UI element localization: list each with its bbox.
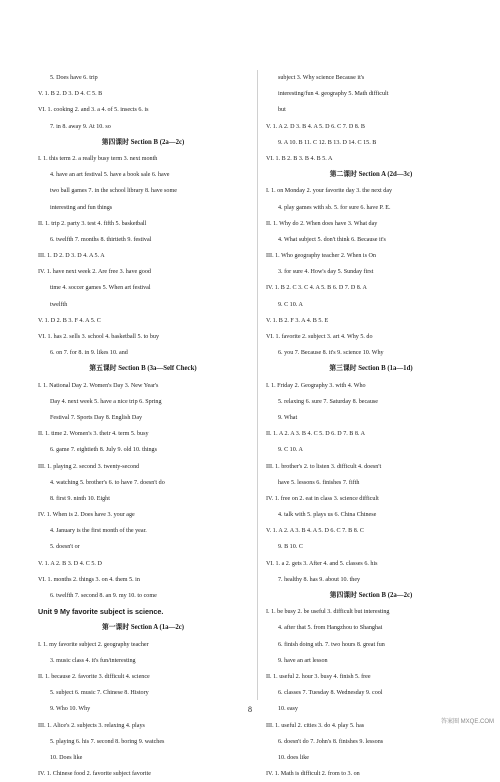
- answer-line: 7. healthy 8. has 9. about 10. they: [278, 576, 361, 583]
- answer-line: 4. What subject 5. don't think 6. Because it's: [278, 236, 386, 243]
- answer-line: II. 1. time 2. Women's 3. their 4. term 5. busy: [38, 431, 149, 438]
- answer-line: II. 1. trip 2. party 3. test 4. fifth 5. basketball: [38, 220, 147, 227]
- answer-line: I. 1. be busy 2. be useful 3. difficult but interesting: [266, 609, 390, 616]
- section-heading: 第四课时 Section B (2a—2c): [101, 138, 185, 146]
- answer-line: I. 1. Friday 2. Geography 3. with 4. Who: [266, 382, 366, 389]
- left-column: [38, 70, 248, 782]
- answer-line: twelfth: [50, 301, 68, 308]
- answer-line: 6. twelfth 7. months 8. thirtieth 9. festival: [50, 236, 152, 243]
- section-heading: 第二课时 Section A (2d—3c): [329, 171, 413, 179]
- section-heading: 第一课时 Section A (1a—2c): [101, 624, 185, 632]
- section-heading: 第三课时 Section B (1a—1d): [329, 365, 413, 373]
- answer-line: 9. A 10. B 11. C 12. B 13. D 14. C 15. B: [278, 139, 377, 146]
- answer-line: 10. Does like: [50, 754, 83, 761]
- answer-line: IV. 1. Math is difficult 2. from to 3. on: [266, 771, 360, 778]
- answer-line: Festival 7. Sports Day 8. English Day: [50, 414, 143, 421]
- answer-line: 10. easy: [278, 706, 298, 713]
- answer-line: 3. for sure 4. How's day 5. Sunday first: [278, 269, 374, 276]
- answer-line: I. 1. this term 2. a really busy term 3. next month: [38, 155, 158, 162]
- answer-line: two ball games 7. in the school library 8. have some: [50, 188, 177, 195]
- column-divider: [257, 70, 258, 700]
- answer-line: II. 1. because 2. favorite 3. difficult 4. science: [38, 673, 150, 680]
- answer-line: 9. have an art lesson: [278, 657, 328, 664]
- answer-line: IV. 1. have next week 2. Are free 3. have good: [38, 269, 151, 276]
- answer-line: V. 1. A 2. B 3. D 4. C 5. D: [38, 560, 102, 567]
- answer-line: II. 1. useful 2. hour 3. busy 4. finish 5. free: [266, 673, 371, 680]
- answer-line: 5. subject 6. music 7. Chinese 8. History: [50, 690, 149, 697]
- answer-line: V. 1. B 2. D 3. D 4. C 5. B: [38, 91, 103, 98]
- answer-line: have 5. lessons 6. finishes 7. fifth: [278, 479, 360, 486]
- answer-line: IV. 1. free on 2. eat in class 3. science difficult: [266, 495, 379, 502]
- answer-line: 4. have an art festival 5. have a book sale 6. have: [50, 172, 170, 179]
- right-column: [266, 70, 476, 782]
- answer-line: VI. 1. has 2. sells 3. school 4. basketball 5. to buy: [38, 334, 160, 340]
- answer-line: 5. playing 6. his 7. second 8. boring 9. watches: [50, 738, 165, 745]
- answer-line: IV. 1. When is 2. Does have 3. your age: [38, 512, 135, 519]
- answer-line: I. 1. on Monday 2. your favorite day 3. the next day: [266, 188, 393, 195]
- answer-line: time 4. soccer games 5. When art festival: [50, 285, 151, 292]
- answer-line: 9. What: [278, 414, 298, 421]
- answer-line: 4. after that 5. from Hangzhou to Shanghai: [278, 625, 383, 632]
- answer-line: 9. Who 10. Why: [50, 706, 91, 713]
- answer-line: subject 3. Why science Because it's: [278, 75, 365, 81]
- answer-line: 5. doesn't or: [50, 544, 80, 551]
- answer-line: 5. Does have 6. trip: [50, 75, 98, 81]
- answer-line: V. 1. A 2. A 3. B 4. A 5. D 6. C 7. B 8. C: [266, 528, 364, 535]
- answer-line: 4. January is the first month of the year.: [50, 528, 147, 535]
- answer-line: VI. 1. favorite 2. subject 3. art 4. Why 5. do: [266, 334, 373, 340]
- section-heading: 第五课时 Section B (3a—Self Check): [89, 365, 197, 373]
- answer-line: IV. 1. Chinese food 2. favorite subject favorite: [38, 771, 151, 778]
- answer-line: 8. first 9. ninth 10. Eight: [50, 495, 110, 502]
- answer-line: 6. doesn't do 7. John's 8. finishes 9. lessons: [278, 738, 384, 745]
- answer-line: III. 1. Alice's 2. subjects 3. relaxing 4. plays: [38, 722, 145, 729]
- answer-line: VI. 1. months 2. things 3. on 4. them 5. in: [38, 576, 140, 583]
- watermark-logo: 答案圈 MXQE.COM: [440, 719, 494, 725]
- answer-line: V. 1. A 2. D 3. B 4. A 5. D 6. C 7. D 8. B: [266, 123, 365, 130]
- unit-title: Unit 9 My favorite subject is science.: [38, 607, 164, 617]
- answer-line: 5. relaxing 6. sure 7. Saturday 8. because: [278, 398, 379, 405]
- answer-line: III. 1. Who geography teacher 2. When is On: [266, 253, 376, 260]
- answer-line: VI. 1. B 2. B 3. B 4. B 5. A: [266, 155, 333, 162]
- answer-line: I. 1. National Day 2. Women's Day 3. New Year's: [38, 382, 159, 389]
- answer-line: interesting/fun 4. geography 5. Math difficult: [278, 91, 389, 98]
- answer-line: Day 4. next week 5. have a nice trip 6. Spring: [50, 398, 162, 405]
- answer-line: VI. 1. cooking 2. and 3. a 4. of 5. insects 6. is: [38, 107, 149, 114]
- answer-line: 10. does like: [278, 754, 309, 761]
- answer-line: II. 1. Why do 2. When does have 3. What day: [266, 220, 378, 227]
- answer-line: 4. watching 5. brother's 6. to have 7. doesn't do: [50, 479, 165, 486]
- answer-line: III. 1. brother's 2. to listen 3. difficult 4. doesn't: [266, 463, 382, 470]
- answer-line: 4. talk with 5. plays us 6. China Chinese: [278, 512, 377, 519]
- answer-line: 3. music class 4. it's fun/interesting: [50, 657, 136, 664]
- answer-line: V. 1. B 2. F 3. A 4. B 5. E: [266, 317, 329, 324]
- page-number: 8: [248, 705, 252, 714]
- answer-line: 9. C 10. A: [278, 301, 303, 308]
- answer-line: 6. twelfth 7. second 8. an 9. my 10. to come: [50, 593, 157, 599]
- answer-line: 6. you 7. Because 8. it's 9. science 10. Why: [278, 350, 384, 357]
- section-heading: 第四课时 Section B (2a—2c): [329, 592, 413, 599]
- answer-line: II. 1. A 2. A 3. B 4. C 5. D 6. D 7. B 8. A: [266, 431, 366, 438]
- answer-line: 7. in 8. away 9. At 10. so: [50, 123, 111, 130]
- answer-line: 9. B 10. C: [278, 544, 303, 551]
- answer-line: interesting and fun things: [50, 204, 113, 211]
- answer-line: 6. on 7. for 8. in 9. likes 10. and: [50, 350, 128, 357]
- answer-line: V. 1. D 2. B 3. F 4. A 5. C: [38, 317, 101, 324]
- answer-line: I. 1. my favorite subject 2. geography teacher: [38, 641, 149, 648]
- answer-line: III. 1. useful 2. cities 3. do 4. play 5. has: [266, 722, 365, 729]
- answer-line: 4. play games with sb. 5. for sure 6. have P. E.: [278, 204, 391, 211]
- answer-line: 6. classes 7. Tuesday 8. Wednesday 9. cool: [278, 690, 383, 697]
- answer-line: IV. 1. B 2. C 3. C 4. A 5. B 6. D 7. D 8. A: [266, 285, 367, 292]
- answer-line: VI. 1. a 2. gets 3. After 4. and 5. classes 6. his: [266, 560, 378, 567]
- answer-line: 6. game 7. eightieth 8. July 9. old 10. things: [50, 447, 157, 454]
- answer-line: 9. C 10. A: [278, 447, 303, 454]
- answer-line: but: [278, 107, 286, 114]
- answer-line: III. 1. playing 2. second 3. twenty-second: [38, 463, 140, 470]
- answer-line: III. 1. D 2. D 3. D 4. A 5. A: [38, 253, 105, 260]
- answer-line: 6. finish doing sth. 7. two hours 8. great fun: [278, 641, 385, 648]
